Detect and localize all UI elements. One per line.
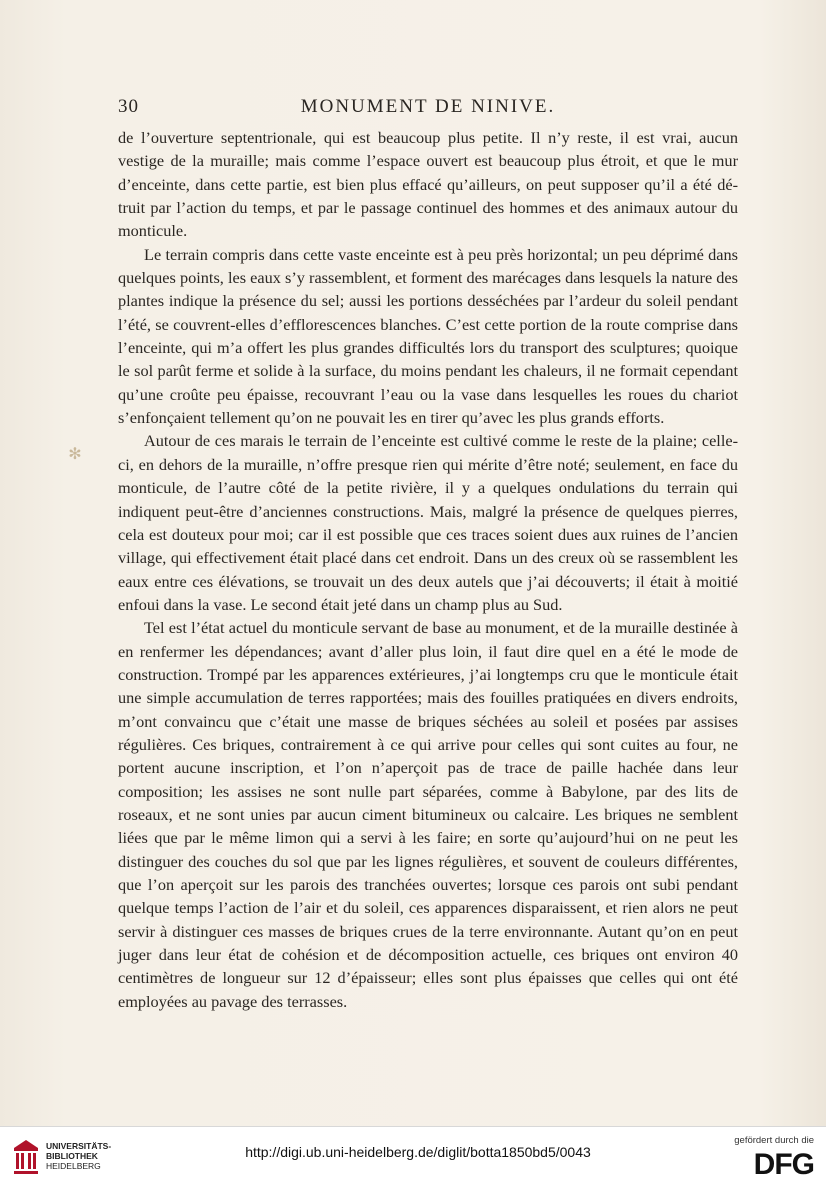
running-title: MONUMENT DE NINIVE. <box>300 96 556 117</box>
paragraph-3: Autour de ces marais le terrain de l’enceinte est cultivé comme le reste de la plaine; celle-ci, en dehors de la muraille, n’offre presque rien qui mérite d’être noté; seulement, en face du monticule, de l’autre côté de la petite rivière, il y a quelques ondulations du terrain qui indiquent peut-être d’anciennes constructions. Mais, malgré la présence de quelques pierres, cela est douteux pour moi; car il est possible que ces traces soient dues aux ruines de l’ancien village, qui effectivement était placé dans cet endroit. Dans un des creux où se rassemblent les eaux entre ces élévations, se trouvait un des deux autels que j’ai découverts; il était à moitié enfoui dans la vase. Le second était jeté dans un champ plus au Sud. <box>118 431 738 614</box>
page-number: 30 <box>118 96 139 117</box>
paragraph-1: de l’ouverture septentrionale, qui est beaucoup plus petite. Il n’y reste, il est vrai, aucun vestige de la muraille; mais comme l’espace ouvert est beaucoup plus étroit, et que le mur d’enceinte, dans cette partie, est bien plus effacé qu’ailleurs, on peut supposer qu’il a été détruit par l’action du temps, et par le passage continuel des hommes et des animaux autour du monticule. <box>118 128 738 241</box>
paragraph-4: Tel est l’état actuel du monticule servant de base au monument, et de la muraille destinée à en renfermer les dépendances; avant d’aller plus loin, il faut dire quel en a été le mode de construction. Trompé par les apparences extérieures, j’ai longtemps cru que le monticule était une simple accumulation de terres rapportées; mais des fouilles pratiquées en divers endroits, m’ont convaincu que c’était une masse de briques séchées au soleil et posées par assises régulières. Ces briques, contrairement à ce qui arrive pour celles qui sont cuites au four, ne portent aucune inscription, et l’on n’aperçoit pas de trace de paille hachée dans leur composition; les assises ne sont nulle part séparées, comme à Babylone, par des lits de roseaux, et ne sont unies par aucun ciment bitumineux ou calcaire. Les briques ne semblent liées que par le même limon qui a servi à les faire; en sorte qu’aujourd’hui on ne peut les distinguer des couches du sol que par les lignes régulières, et souvent de couleurs différentes, que l’on aperçoit sur les parois des tranchées ouvertes; lorsque ces parois ont subi pendant quelque temps l’action de l’air et du soleil, ces apparences disparaissent, et rien alors ne peut servir à distinguer ces masses de briques crues de la terre environnante. Autant qu’on en peut juger dans leur état de cohésion et de décomposition actuelle, ces briques ont environ 40 centimètres de longueur sur 12 d’épaisseur; elles sont plus épaisses que celles qui ont été employées au pavage des terrasses. <box>118 618 738 1011</box>
page-header <box>118 96 738 122</box>
funder-text: gefördert durch die <box>734 1135 814 1146</box>
permalink-url[interactable]: http://digi.ub.uni-heidelberg.de/diglit/botta1850bd5/0043 <box>245 1144 591 1160</box>
dfg-logo[interactable]: DFG <box>753 1148 814 1181</box>
ink-blot-icon: ✻ <box>68 446 82 463</box>
university-library-logo-icon[interactable] <box>12 1137 40 1177</box>
viewer-footer <box>0 1126 826 1189</box>
body-text <box>118 126 738 1013</box>
paragraph-2: Le terrain compris dans cette vaste enceinte est à peu près horizontal; un peu déprimé dans quelques points, les eaux s’y rassemblent, et forment des marécages dans lesquels la nature des plantes indique la présence du sel; aussi les portions desséchées par l’ardeur du soleil pendant l’été, se couvrent-elles d’efflorescences blanches. C’est cette portion de la route comprise dans l’enceinte, qui m’a offert les plus grandes difficultés lors du transport des sculptures; quoique le sol parût ferme et solide à la surface, du moins pendant les chaleurs, il ne formait cependant qu’une croûte peu épaisse, recouvrant l’eau ou la vase dans lesquelles les roues du chariot s’enfonçaient tellement qu’on ne pouvait les en tirer qu’avec les plus grands efforts. <box>118 244 738 428</box>
library-name[interactable]: UNIVERSITÄTS- BIBLIOTHEK HEIDELBERG <box>46 1141 112 1171</box>
